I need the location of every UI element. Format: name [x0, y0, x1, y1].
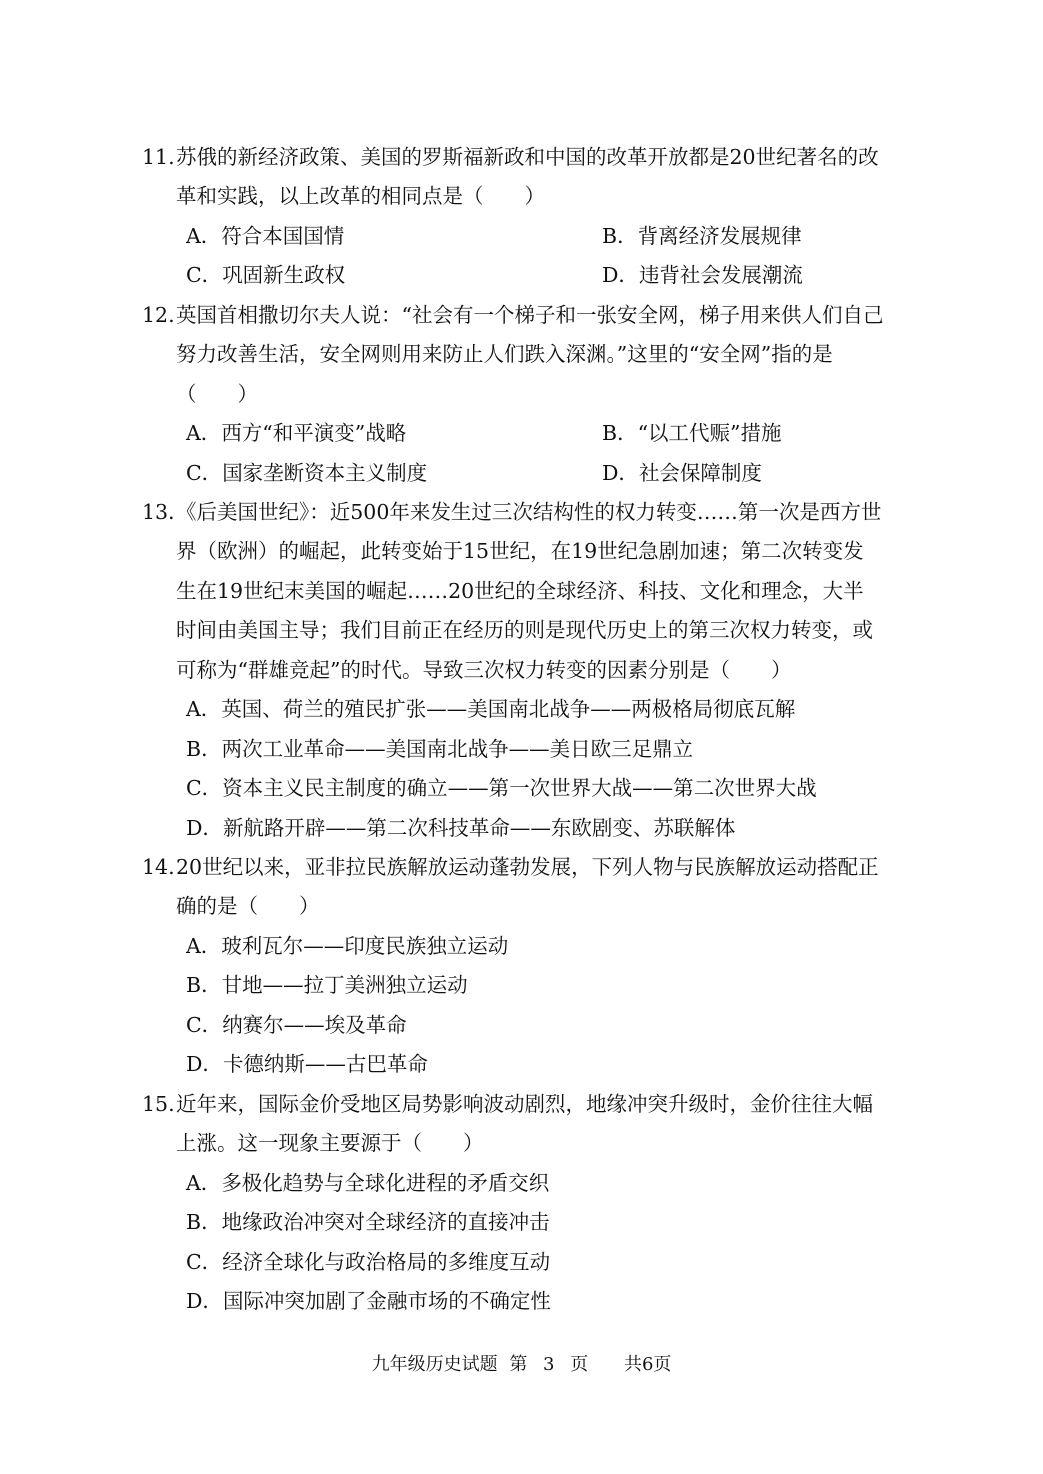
question-stem-line: 革和实践，以上改革的相同点是（ ）: [176, 184, 545, 208]
option-letter: D．: [186, 816, 223, 840]
question-number: 13．: [142, 500, 189, 524]
option-letter: C．: [186, 1013, 223, 1037]
option-b: [602, 224, 802, 248]
page-footer: [0, 1354, 1043, 1376]
option-letter: B．: [186, 737, 222, 761]
question-number: 12.: [142, 303, 175, 327]
option-d: [602, 263, 803, 287]
option-letter: B．: [602, 224, 638, 248]
option-letter: D．: [186, 1052, 223, 1076]
option-text: 国际冲突加剧了金融市场的不确定性: [222, 1289, 551, 1313]
option-letter: A．: [186, 934, 222, 958]
option-text: 巩固新生政权: [222, 263, 346, 287]
option-c: [186, 263, 345, 287]
option-b: [186, 973, 468, 997]
question-number: 15.: [142, 1092, 175, 1116]
question-stem-line: 《后美国世纪》：近500年来发生过三次结构性的权力转变……第一次是西方世: [176, 500, 882, 524]
question-stem-line: （ ）: [176, 382, 258, 406]
footer-page-suffix: 页: [570, 1354, 589, 1375]
option-text: 甘地——拉丁美洲独立运动: [221, 973, 468, 997]
option-text: 违背社会发展潮流: [638, 263, 803, 287]
option-text: 英国、荷兰的殖民扩张——美国南北战争——两极格局彻底瓦解: [221, 697, 796, 721]
option-d: [602, 461, 762, 485]
option-text: 玻利瓦尔——印度民族独立运动: [221, 934, 509, 958]
option-letter: B．: [602, 421, 638, 445]
option-d: [186, 1052, 428, 1076]
option-text: 背离经济发展规律: [637, 224, 802, 248]
option-text: 地缘政治冲突对全球经济的直接冲击: [221, 1210, 550, 1234]
option-c: [186, 461, 427, 485]
question-number: 14.: [142, 855, 175, 879]
footer-page-number: 3: [543, 1354, 555, 1375]
question-stem-line: 界（欧洲）的崛起，此转变始于15世纪，在19世纪急剧加速；第二次转变发: [176, 539, 864, 563]
option-letter: D．: [186, 1289, 223, 1313]
option-letter: D．: [602, 461, 639, 485]
option-c: [186, 1250, 550, 1274]
option-a: [186, 697, 795, 721]
question-stem-line: 努力改善生活，安全网则用来防止人们跌入深渊。”这里的“安全网”指的是: [176, 342, 833, 366]
option-d: [186, 1289, 551, 1313]
option-letter: D．: [602, 263, 639, 287]
question-stem-line: 20世纪以来，亚非拉民族解放运动蓬勃发展，下列人物与民族解放运动搭配正: [176, 855, 879, 879]
option-a: [186, 934, 508, 958]
option-letter: C．: [186, 263, 223, 287]
footer-page-prefix: 第: [509, 1354, 528, 1375]
footer-subject: 九年级历史试题: [371, 1354, 498, 1375]
option-text: “以工代赈”措施: [637, 421, 782, 445]
option-text: 符合本国国情: [221, 224, 345, 248]
option-c: [186, 1013, 407, 1037]
question-stem-line: 时间由美国主导；我们目前正在经历的则是现代历史上的第三次权力转变，或: [176, 618, 873, 642]
option-text: 两次工业革命——美国南北战争——美日欧三足鼎立: [221, 737, 694, 761]
option-letter: B．: [186, 973, 222, 997]
option-letter: A．: [186, 1171, 222, 1195]
question-number: 11.: [142, 145, 175, 169]
option-text: 新航路开辟——第二次科技革命——东欧剧变、苏联解体: [222, 816, 736, 840]
option-letter: A．: [186, 421, 222, 445]
question-stem-line: 英国首相撒切尔夫人说：“社会有一个梯子和一张安全网，梯子用来供人们自己: [176, 303, 884, 327]
footer-total-pages: 共6页: [623, 1354, 672, 1375]
option-c: [186, 776, 817, 800]
option-a: [186, 421, 406, 445]
option-letter: A．: [186, 697, 222, 721]
option-text: 国家垄断资本主义制度: [222, 461, 428, 485]
option-text: 经济全球化与政治格局的多维度互动: [222, 1250, 551, 1274]
option-text: 资本主义民主制度的确立——第一次世界大战——第二次世界大战: [222, 776, 817, 800]
option-text: 西方“和平演变”战略: [221, 421, 407, 445]
option-letter: C．: [186, 1250, 223, 1274]
option-b: [602, 421, 782, 445]
question-stem-line: 苏俄的新经济政策、美国的罗斯福新政和中国的改革开放都是20世纪著名的改: [176, 145, 879, 169]
option-text: 卡德纳斯——古巴革命: [222, 1052, 428, 1076]
option-b: [186, 737, 693, 761]
option-letter: A．: [186, 224, 222, 248]
option-letter: C．: [186, 776, 223, 800]
option-b: [186, 1210, 550, 1234]
question-stem-line: 近年来，国际金价受地区局势影响波动剧烈，地缘冲突升级时，金价往往大幅: [176, 1092, 873, 1116]
option-text: 多极化趋势与全球化进程的矛盾交织: [221, 1171, 550, 1195]
question-stem-line: 可称为“群雄竞起”的时代。导致三次权力转变的因素分别是（ ）: [176, 658, 792, 682]
question-stem-line: 上涨。这一现象主要源于（ ）: [176, 1131, 484, 1155]
option-text: 社会保障制度: [638, 461, 762, 485]
option-letter: C．: [186, 461, 223, 485]
option-a: [186, 224, 344, 248]
option-d: [186, 816, 735, 840]
question-stem-line: 生在19世纪末美国的崛起……20世纪的全球经济、科技、文化和理念，大半: [176, 579, 864, 603]
question-stem-line: 确的是（ ）: [176, 894, 320, 918]
option-a: [186, 1171, 549, 1195]
option-text: 纳赛尔——埃及革命: [222, 1013, 407, 1037]
option-letter: B．: [186, 1210, 222, 1234]
